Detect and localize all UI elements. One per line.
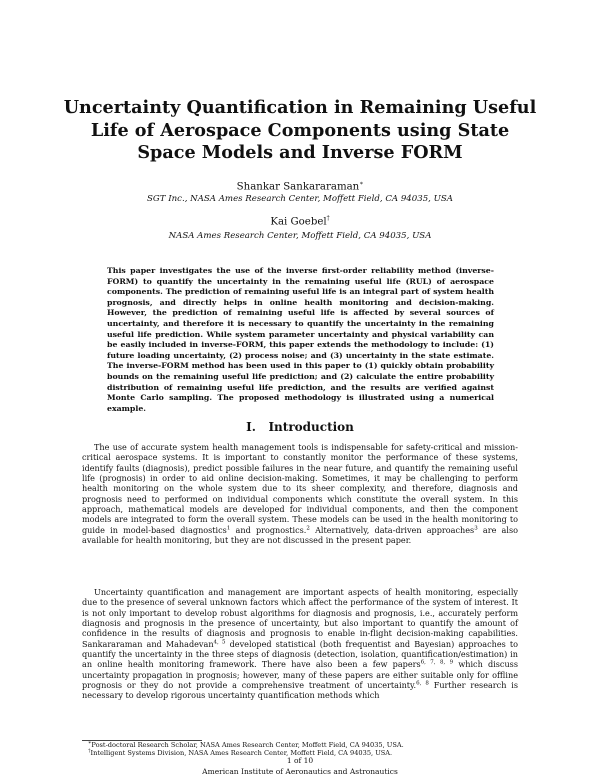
abstract: This paper investigates the use of the inverse first-order reliability method (inverse-FORM) to quantify the uncertainty in the remaining useful life (RUL) of aerospace components. The prediction of remaining useful life is an integral part of system health prognosis, and directly helps in online health monitoring and decision-making. However, the prediction of remaining useful life is affected by several sources of uncertainty, and therefore it is necessary to quantify the uncertainty in the remaining useful life prediction. While system parameter uncertainty and physical variability can be easily included in inverse-FORM, this paper extends the methodology to include: (1) future loading uncertainty, (2) process noise; and (3) uncertainty in the state estimate. The inverse-FORM method has been used in this paper to (1) quickly obtain probability bounds on the remaining useful life prediction; and (2) calculate the entire probability distribution of remaining useful life prediction, and the results are verified against Monte Carlo sampling. The proposed methodology is illustrated using a numerical example. (107, 266, 494, 413)
paragraph-2 (82, 587, 518, 701)
author-1-mark: ∗ (359, 180, 364, 187)
paragraph-text: and prognostics. (230, 524, 307, 535)
footnote-mark: ∗ (88, 739, 92, 746)
paragraph-text: Further research is necessary to develop rigorous uncertainty quantification methods which (82, 680, 518, 701)
author-2-name: Kai Goebel (270, 216, 327, 228)
paragraph-text: are also available for health monitoring, but they are not discussed in the present paper. (82, 524, 518, 546)
citation: 4, 5 (213, 639, 226, 646)
author-1-name: Shankar Sankararaman (236, 181, 360, 193)
page-number: 1 of 10 (286, 756, 314, 765)
section-number: I. (246, 420, 256, 434)
paragraph-text: Alternatively, data-driven approaches (309, 524, 475, 535)
author-2-affiliation: NASA Ames Research Center, Moffett Field, CA 94035, USA (168, 231, 432, 241)
author-2-mark: † (326, 215, 330, 222)
citation: 2 (306, 525, 310, 532)
author-2 (60, 212, 540, 228)
paragraph-text: which discuss uncertainty propagation in prognosis; however, many of these papers are either suitable only for offline prognosis or they do not provide a comprehensive treatment of uncertainty. (82, 659, 518, 691)
citation: 3 (474, 525, 478, 532)
footnote-text: Post-doctoral Research Scholar, NASA Ames Research Center, Moffett Field, CA 94035, USA. (91, 741, 404, 749)
footnote-mark: † (88, 747, 91, 754)
author-1-affiliation: SGT Inc., NASA Ames Research Center, Moffett Field, CA 94035, USA (147, 194, 453, 204)
section-title: Introduction (268, 420, 354, 434)
paragraph-text: developed statistical (both frequentist and Bayesian) approaches to quantify the uncertainty in the three steps of diagnosis (detection, isolation, quantification/estimation) in an online health monitoring framework. There have also been a few papers (82, 638, 518, 670)
author-1 (60, 177, 540, 193)
citation: 6, 8 (416, 680, 429, 687)
citation: 6, 7, 8, 9 (420, 659, 454, 666)
paragraph-text: Uncertainty quantification and management are important aspects of health monitoring, especially due to the presence of several unknown factors which affect the performance of the system of interest. It is not only important to develop robust algorithms for diagnosis and prognosis, i.e., accurately perform diagnosis and prognosis in the presence of uncertainty, but also important to quantify the amount of confidence in the results of diagnosis and prognosis to enable in-flight decision-making capabilities. Sankararaman and Mahadevan (82, 587, 518, 649)
paper-title: Uncertainty Quantification in Remaining Useful Life of Aerospace Components using State Space Models and Inverse FORM (63, 97, 537, 163)
section-heading (60, 420, 540, 434)
paragraph-1 (82, 442, 518, 545)
footnote-text: Intelligent Systems Division, NASA Ames Research Center, Moffett Field, CA 94035, USA. (90, 749, 393, 757)
citation: 1 (226, 525, 231, 532)
page-footer: American Institute of Aeronautics and Astronautics (202, 767, 398, 776)
paragraph-text: The use of accurate system health management tools is indispensable for safety-critical and mission-critical aerospace systems. It is important to constantly monitor the performance of these systems, identify faults (diagnosis), predict possible failures in the near future, and quantify the remaining useful life (prognosis) in order to aid online decision-making. Sometimes, it may be challenging to perform health monitoring on the whole system due to its sheer complexity, and therefore, diagnosis and prognosis need to performed on individual components which constitute the overall system. In this approach, mathematical models are developed for individual components, and then the component models are integrated to form the overall system. These models can be used in the health monitoring to guide in model-based diagnostics (82, 442, 518, 535)
